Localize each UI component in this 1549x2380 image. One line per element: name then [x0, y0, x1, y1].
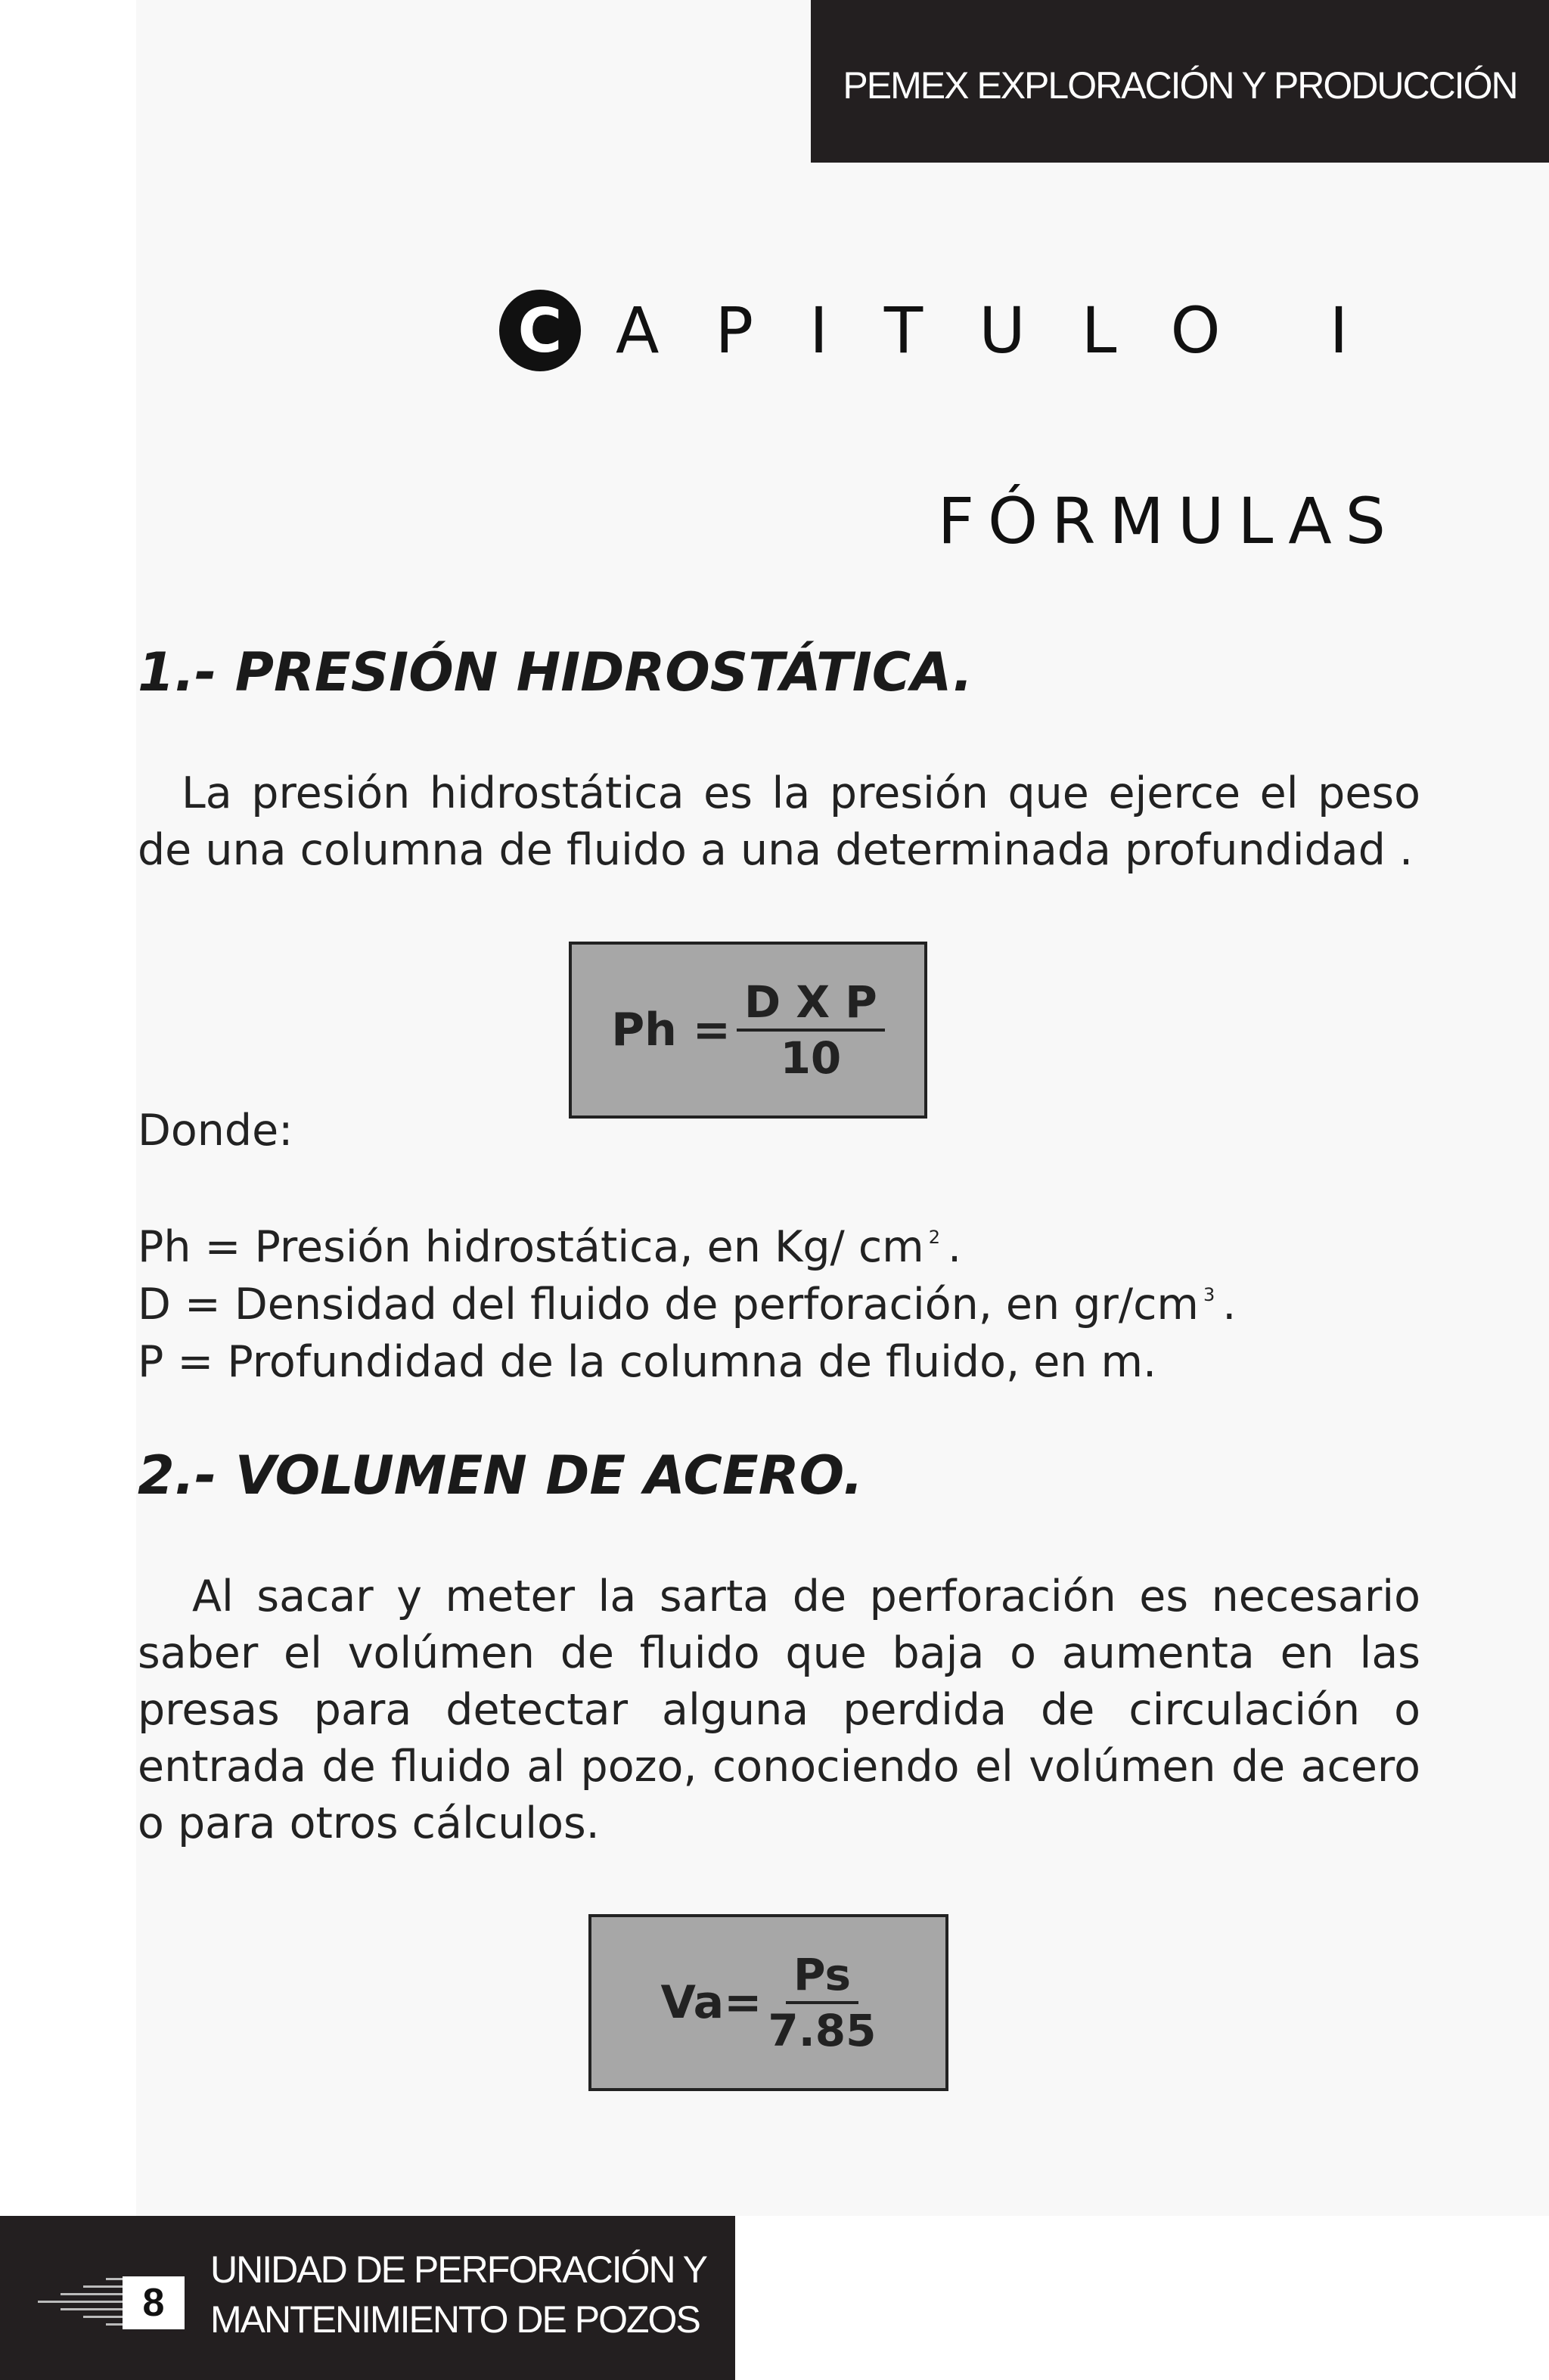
footer-line-2: MANTENIMIENTO DE POZOS: [210, 2298, 700, 2341]
section-title: FÓRMULAS: [937, 484, 1399, 558]
page-number: 8: [123, 2276, 185, 2329]
formula-denominator: 10: [780, 1032, 842, 1084]
donde-label: Donde:: [138, 1106, 293, 1156]
section-heading-hydrostatic: 1.- PRESIÓN HIDROSTÁTICA.: [138, 641, 973, 703]
chapter-badge: C: [499, 290, 581, 371]
formula-numerator: Ps: [786, 1948, 858, 2004]
definition-d: D = Densidad del fluido de perforación, en gr/cm $^3$ .: [138, 1280, 1237, 1330]
header-bar: [811, 0, 1549, 163]
left-margin: [0, 0, 136, 2380]
footer-title: [210, 2245, 706, 2344]
paragraph-steel-volume: Al sacar y meter la sarta de perforación es necesario saber el volúmen de fluido que baja o aumenta en las presas para detectar alguna perdida de circulación o entrada de fluido al pozo, conociendo el volúmen de acero o para otros cálculos.: [138, 1572, 1420, 1848]
formula-lhs: Ph =: [611, 1004, 731, 1057]
formula-box-steel-volume: [588, 1914, 948, 2091]
formula-lhs: Va=: [660, 1976, 762, 2029]
header-title: PEMEX EXPLORACIÓN Y PRODUCCIÓN: [843, 64, 1517, 107]
formula-fraction: [737, 976, 885, 1084]
footer-bar: [0, 2216, 735, 2380]
formula-box-hydrostatic: [569, 942, 927, 1119]
chapter-number: I: [1329, 293, 1349, 368]
definition-p: P = Profundidad de la columna de fluido, en m.: [138, 1337, 1157, 1387]
formula-numerator: D X P: [737, 976, 885, 1032]
section-heading-steel-volume: 2.- VOLUMEN DE ACERO.: [138, 1444, 864, 1507]
definition-ph: Ph = Presión hidrostática, en Kg/ cm $^2$ .: [138, 1222, 962, 1272]
formula-denominator: 7.85: [768, 2005, 877, 2056]
chapter-heading: [499, 289, 1348, 372]
formula-fraction: [768, 1948, 876, 2057]
chapter-word: APITULO: [616, 293, 1277, 368]
footer-line-1: UNIDAD DE PERFORACIÓN Y: [210, 2248, 706, 2291]
paragraph-hydrostatic: La presión hidrostática es la presión que ejerce el peso de una columna de fluido a una determinada profundidad .: [138, 768, 1420, 875]
